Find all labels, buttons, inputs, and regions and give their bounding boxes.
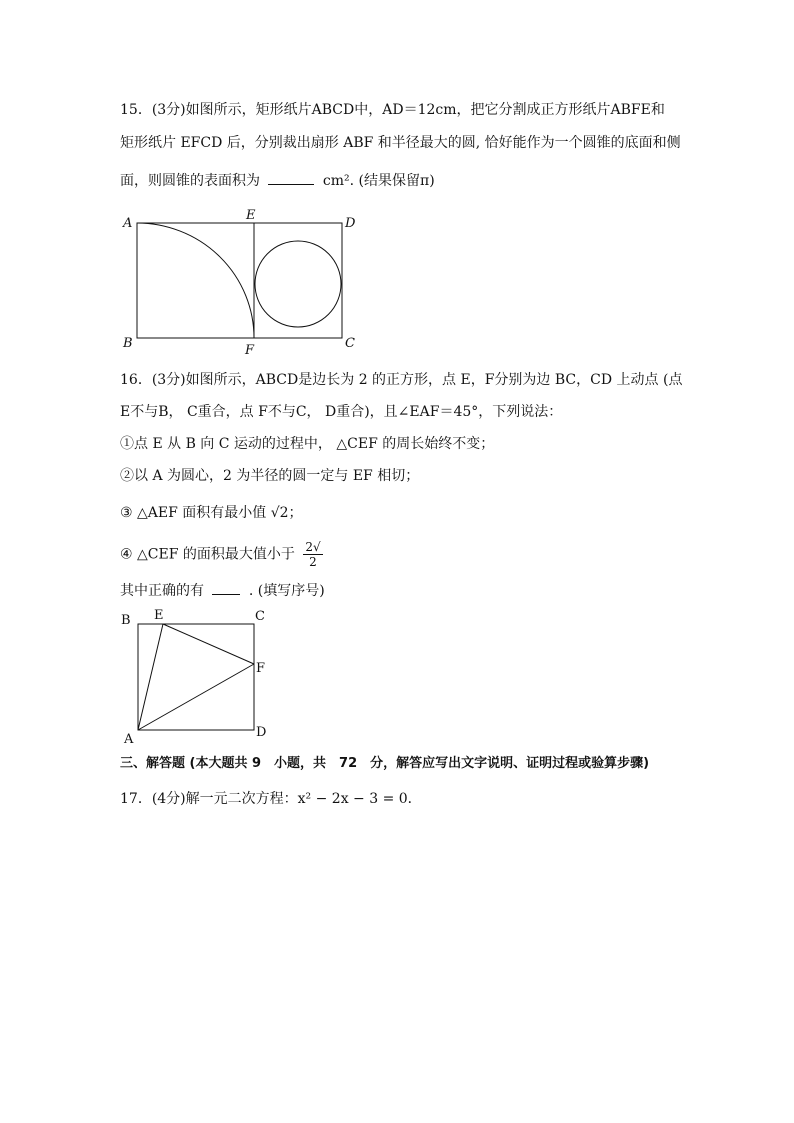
q16-line-2: E不与B， C重合，点 F不与C， D重合)，且∠EAF＝45°，下列说法：	[120, 404, 563, 420]
q16-line-1: 16．(3分)如图所示，ABCD是边长为 2 的正方形，点 E，F分别为边 BC，CD 上动点 (点	[120, 372, 683, 388]
q15-label-d: D	[345, 216, 356, 231]
q15-label-b: B	[123, 336, 133, 351]
q16-statement-4	[120, 540, 720, 569]
q17-line: 17．(4分)解一元二次方程：x² − 2x − 3 = 0．	[120, 791, 422, 807]
q16-statement-4-text: ④ △CEF 的面积最大值小于	[120, 546, 295, 563]
q16-line-3-prefix: 其中正确的有	[120, 583, 204, 599]
q16-fraction-denominator: 2	[309, 555, 317, 569]
q16-statement-1: ①点 E 从 B 向 C 运动的过程中， △CEF 的周长始终不变；	[120, 436, 495, 452]
q16-fraction-numerator: 2√	[305, 540, 321, 554]
q16-label-c: C	[255, 609, 265, 624]
q16-fraction	[303, 540, 322, 569]
q15-label-a: A	[123, 216, 133, 231]
q16-line-3	[120, 580, 720, 601]
q16-line-3-suffix: . (填写序号)	[248, 583, 325, 599]
q15-answer-blank[interactable]	[268, 170, 314, 185]
q16-segment-ef	[163, 624, 254, 664]
q15-line-3	[120, 170, 720, 191]
q16-label-e: E	[154, 608, 164, 623]
q16-label-b: B	[121, 613, 131, 628]
q15-line-1: 15．(3分)如图所示，矩形纸片ABCD中，AD＝12cm，把它分割成正方形纸片ABFE和	[120, 102, 665, 118]
q16-square-abcd	[138, 624, 254, 730]
q15-line-2: 矩形纸片 EFCD 后，分别裁出扇形 ABF 和半径最大的圆, 恰好能作为一个圆锥的底面和侧	[120, 135, 681, 151]
q15-rectangle-abcd	[137, 223, 342, 338]
q15-inscribed-circle	[255, 241, 341, 327]
q16-answer-blank[interactable]	[212, 580, 240, 595]
q16-label-f: F	[256, 661, 266, 676]
q16-label-a: A	[124, 732, 134, 747]
q16-label-d: D	[256, 725, 267, 740]
section-3-heading: 三、解答题 (本大题共 9 小题，共 72 分，解答应写出文字说明、证明过程或验算步骤)	[120, 756, 650, 771]
q15-line-3-prefix: 面，则圆锥的表面积为	[120, 173, 260, 189]
q16-statement-2: ②以 A 为圆心，2 为半径的圆一定与 EF 相切；	[120, 468, 420, 484]
q16-statement-3: ③ △AEF 面积有最小值 √2；	[120, 505, 303, 521]
q16-segment-af	[138, 664, 254, 730]
q15-label-c: C	[345, 336, 355, 351]
q15-label-f: F	[245, 343, 255, 358]
q15-line-3-suffix: cm². (结果保留π)	[322, 173, 435, 189]
q15-sector-arc-abf	[137, 223, 254, 338]
q16-segment-ae	[138, 624, 163, 730]
q15-label-e: E	[246, 208, 256, 223]
